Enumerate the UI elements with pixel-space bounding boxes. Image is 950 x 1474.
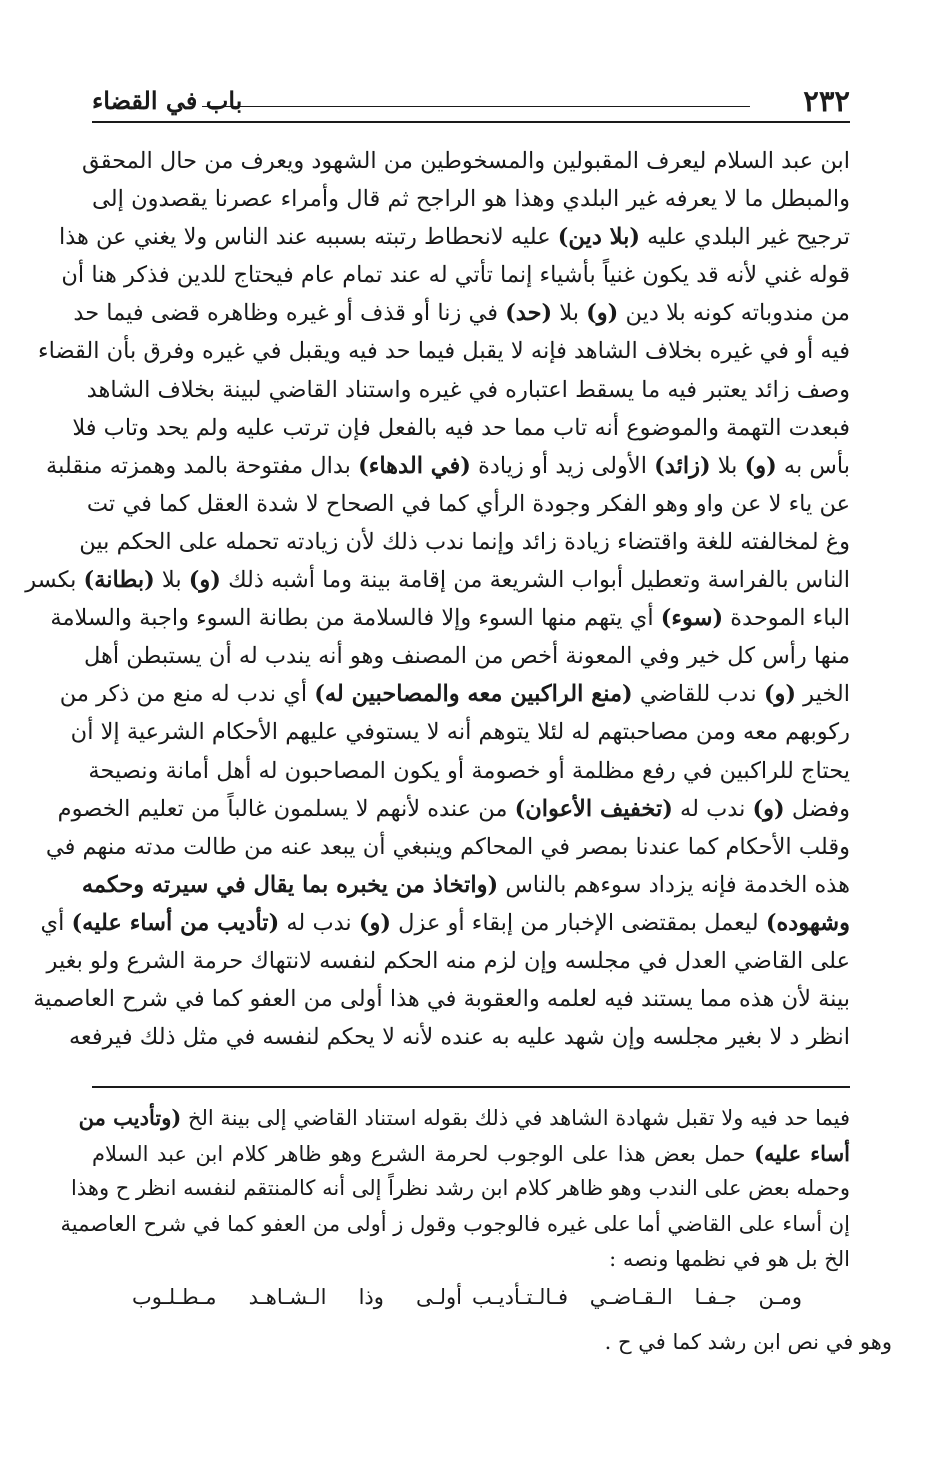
text-run: ندب له: [672, 795, 753, 822]
text-run: الباء الموحدة: [723, 605, 850, 632]
page-number: ٢٣٢: [803, 84, 850, 118]
text-run: قوله غني لأنه قد يكون غنياً بأشياء إنما تأتي له عند تمام عام فيحتاج للدين فذكر هنا أن: [61, 262, 850, 289]
text-run: بلا: [552, 300, 587, 327]
footnote: [60, 1100, 851, 1278]
text-run: والمبطل ما لا يعرفه غير البلدي وهذا هو الراجح ثم قال وأمراء عصرنا يقصدون إلى: [92, 186, 850, 213]
text-run: أي: [40, 909, 72, 936]
text-run: وحمله بعض على الندب وهو ظاهر كلام ابن رشد نظراً إلى أنه كالمنتقم لنفسه انظر ح وهذا: [71, 1176, 850, 1200]
text-line: [81, 866, 850, 904]
bold-term: (و): [744, 452, 777, 479]
text-run: يحتاج للراكبين في رفع مظلمة أو خصومة أو يكون المصاحبون له أهل أمانة ونصيحة: [88, 757, 850, 784]
text-line: [46, 447, 850, 485]
text-line: [61, 256, 850, 294]
text-run: بلا: [154, 567, 189, 594]
bold-term: (و): [188, 567, 221, 594]
text-line: [86, 371, 850, 409]
bold-term: (زائد): [654, 452, 711, 479]
text-line: [57, 790, 850, 828]
bold-term: (و): [752, 795, 785, 822]
text-line: [25, 561, 850, 599]
text-line: [82, 142, 850, 180]
poem-verse: [92, 1285, 850, 1325]
text-run: من مندوباته كونه بلا دين: [618, 300, 850, 327]
text-run: أي يتهم منها السوء وإلا فالسلامة من بطانة السوء واجبة والسلامة: [50, 605, 661, 632]
text-line: [59, 675, 850, 713]
text-run: من عنده لأنهم لا يسلمون غالباً من تعليم الخصوم: [57, 795, 515, 822]
running-header: [92, 82, 850, 122]
footnote-line: [71, 1171, 850, 1207]
text-run: ندب له: [279, 909, 359, 936]
bold-term: (منع الراكبين معه والمصاحبين له): [314, 681, 633, 708]
text-run: وقلب الأحكام كما عندنا بمصر في المحاكم وينبغي أن يبعد عنه من طالت مدته منهم في: [45, 833, 850, 860]
text-run: ركوبهم معه ومن مصاحبتهم له لئلا يتوهم أنه لا يستوفي عليهم الأحكام الشرعية إلا أن: [70, 719, 850, 746]
text-line: [79, 523, 850, 561]
text-run: في زنا أو قذف أو غيره وظاهره قضى فيما حد: [73, 300, 506, 327]
footnote-line: [92, 1136, 850, 1172]
text-run: بينة لأن هذه مما يستند فيه لعلمه والعقوبة في هذا أولى من العفو كما في شرح العاصمية: [33, 986, 850, 1013]
text-run: حمل بعض هذا على الوجوب لحرمة الشرع وهو ظاهر كلام ابن عبد السلام: [92, 1141, 755, 1166]
footnote-line: [60, 1207, 850, 1243]
text-line: [83, 637, 850, 675]
bold-term: (في الدهاء): [358, 452, 471, 479]
bold-term: أساء عليه): [754, 1140, 851, 1166]
text-line: [46, 942, 850, 980]
text-run: هذه الخدمة فإنه يزداد سوءهم بالناس: [498, 871, 850, 898]
text-run: فبعدت التهمة والموضوع أنه تاب مما حد فيه بالفعل فإن ترتب عليه ولم يحد وتاب فلا: [72, 414, 850, 441]
bold-term: (وتأديب من: [78, 1105, 182, 1130]
text-run: وصف زائد يعتبر فيه ما يسقط اعتباره في غيره واستناد القاضي لبينة بخلاف الشاهد: [86, 376, 850, 403]
text-run: فيما حد فيه ولا تقبل شهادة الشاهد في ذلك بقوله استناد القاضي إلى بينة الخ: [181, 1106, 850, 1130]
bold-term: (واتخاذ من يخبره بما يقال في سيرته وحكمه: [81, 871, 499, 898]
bold-term: (تخفيف الأعوان): [514, 795, 673, 822]
text-line: [40, 904, 850, 942]
bold-term: (و): [586, 300, 619, 327]
text-run: انظر د لا بغير مجلسه وإن شهد عليه به عنده لأنه لا يحكم لنفسه في مثل ذلك فيرفعه: [68, 1024, 850, 1051]
text-run: وفضل: [784, 795, 850, 822]
text-run: عن ياء لا عن واو وهو الفكر وجودة الرأي كما في الصحاح لا شدة العقل كما في تت: [86, 490, 850, 517]
text-line: [72, 409, 850, 447]
text-run: ترجيح غير البلدي عليه: [640, 224, 850, 251]
text-line: [58, 218, 850, 256]
text-run: ندب للقاضي: [632, 681, 764, 708]
text-run: الأولى زيد أو زيادة: [470, 452, 655, 479]
text-run: بدال مفتوحة بالمد وهمزته منقلبة: [46, 452, 359, 479]
text-run: بلا: [710, 452, 745, 479]
text-run: وغ لمخالفته للغة واقتضاء زيادة زائد وإنما ندب ذلك لأن زيادته تحمله على الحكم بين: [79, 528, 850, 555]
bold-term: (و): [358, 909, 392, 936]
text-run: الخ بل هو في نظمها ونصه :: [609, 1247, 850, 1271]
text-run: بأس به: [776, 452, 850, 479]
bold-term: (سوء): [660, 605, 724, 632]
poem-second-hemistich: أولـى وذا الـشـاهـد مـطـلـوب: [132, 1285, 462, 1309]
chapter-title: باب في القضاء: [92, 86, 243, 115]
text-run: الناس بالفراسة وتعطيل أبواب الشريعة من إقامة بينة وما أشبه ذلك: [220, 567, 850, 594]
text-line: [92, 180, 850, 218]
text-line: [68, 1018, 850, 1056]
bold-term: (بطانة): [83, 567, 155, 594]
footnote-closing-line: وهو في نص ابن رشد كما في ح .: [604, 1330, 892, 1354]
bold-term: (و): [763, 681, 796, 708]
text-run: الخير: [796, 681, 850, 708]
text-run: فيه أو في غيره بخلاف الشاهد فإنه لا يقبل فيما حد فيه ويقبل في غيره وفرق بأن القضاء: [38, 338, 850, 365]
main-text: [25, 142, 850, 1056]
text-line: [38, 332, 850, 370]
text-run: على القاضي العدل في مجلسه وإن لزم منه الحكم لنفسه لانتهاك حرمة الشرع ولو بغير: [46, 947, 850, 974]
text-run: منها رأس كل خير وفي المعونة أخص من المصنف وهو أنه يندب له أن يستبطن أهل: [83, 643, 850, 670]
text-run: ابن عبد السلام ليعرف المقبولين والمسخوطين من الشهود ويعرف من حال المحقق: [82, 148, 850, 174]
footnote-rule: [92, 1086, 850, 1088]
poem-first-hemistich: ومـن جـفـا الـقـاضـي فـالـتـأديـب: [472, 1285, 802, 1309]
footnote-line: [78, 1100, 850, 1136]
header-rule: [92, 121, 850, 123]
text-line: [50, 599, 850, 637]
header-short-rule: [202, 106, 750, 107]
text-line: [45, 828, 850, 866]
bold-term: (حد): [505, 300, 553, 327]
text-run: بكسر: [25, 567, 84, 594]
text-line: [88, 752, 850, 790]
text-run: إن أساء على القاضي أما على غيره فالوجوب وقول ز أولى من العفو كما في شرح العاصمية: [60, 1211, 850, 1236]
text-line: [70, 713, 850, 751]
text-run: أي ندب له منع من ذكر من: [59, 681, 315, 708]
bold-term: (تأديب من أساء عليه): [71, 909, 280, 936]
footnote-line: [92, 1242, 850, 1278]
text-line: [73, 294, 850, 332]
text-run: عليه لانحطاط رتبته بسببه عند الناس ولا يغني عن هذا: [58, 224, 558, 251]
bold-term: وشهوده): [765, 909, 850, 936]
text-line: [33, 980, 850, 1018]
bold-term: (بلا دين): [557, 224, 641, 251]
text-line: [86, 485, 850, 523]
text-run: ليعمل بمقتضى الإخبار من إبقاء أو عزل: [391, 909, 766, 936]
